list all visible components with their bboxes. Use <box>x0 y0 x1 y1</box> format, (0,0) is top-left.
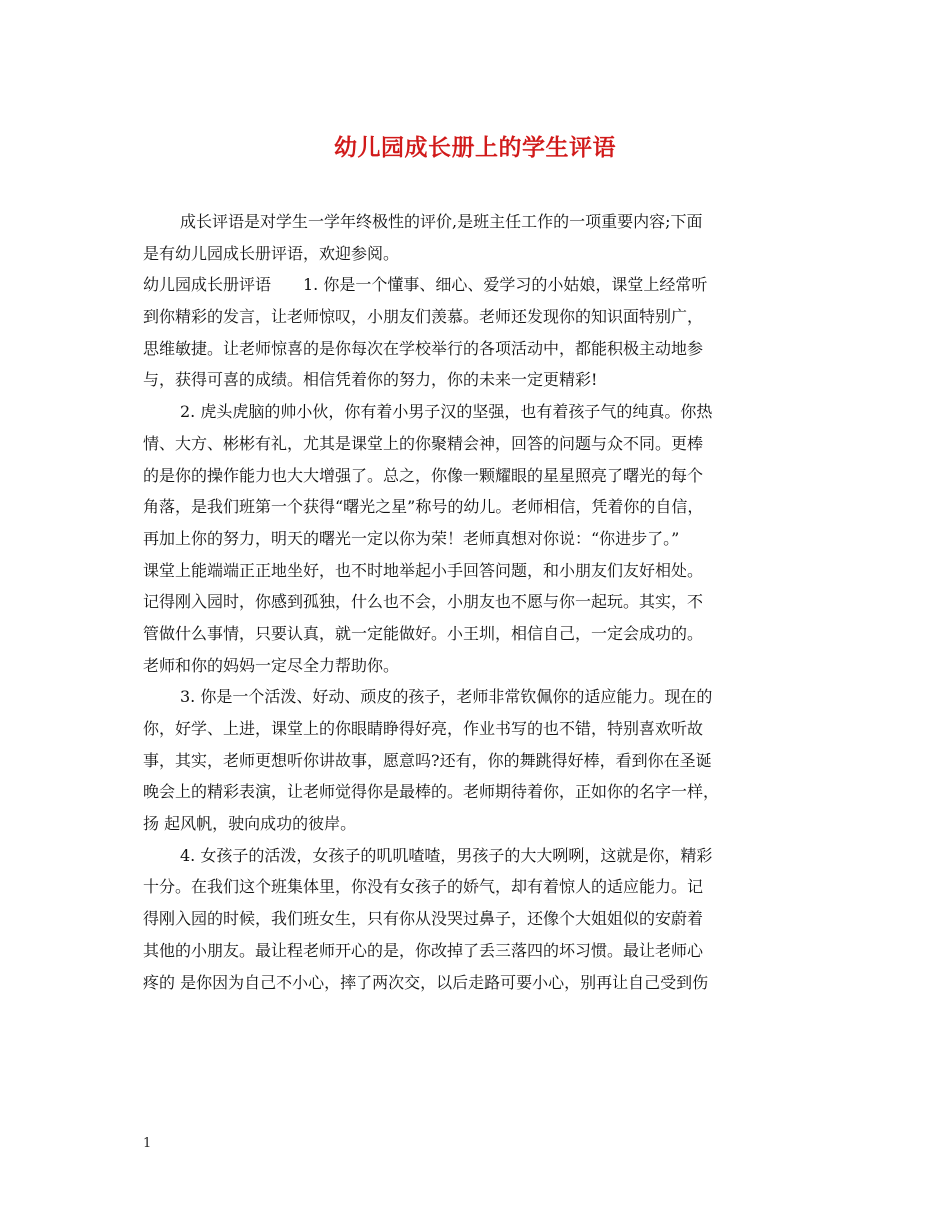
text-line: 成长评语是对学生一学年终极性的评价,是班主任工作的一项重要内容;下面 <box>180 212 703 231</box>
page-number: 1 <box>143 1136 152 1151</box>
text-line: 得刚入园的时候，我们班女生，只有你从没哭过鼻子，还像个大姐姐似的安蔚着 <box>143 909 704 929</box>
text-line: 管做什么事情，只要认真，就一定能做好。小王圳，相信自己，一定会成功的。 <box>143 623 704 643</box>
text-line: 到你精彩的发言，让老师惊叹，小朋友们羡慕。老师还发现你的知识面特别广， <box>143 307 704 327</box>
text-line: 2. 虎头虎脑的帅小伙，你有着小男子汉的坚强，也有着孩子气的纯真。你热 <box>180 402 713 422</box>
text-line: 再加上你的努力，明天的曙光一定以你为荣！老师真想对你说：“你进步了。” <box>143 528 680 548</box>
text-line: 幼儿园成长册评语 1. 你是一个懂事、细心、爱学习的小姑娘，课堂上经常听 <box>143 275 708 295</box>
text-line: 记得刚入园时，你感到孤独，什么也不会，小朋友也不愿与你一起玩。其实，不 <box>143 592 704 612</box>
text-line: 其他的小朋友。最让程老师开心的是，你改掉了丢三落四的坏习惯。最让老师心 <box>143 940 704 960</box>
text-line: 你，好学、上进，课堂上的你眼睛睁得好亮，作业书写的也不错，特别喜欢听故 <box>143 719 704 738</box>
text-line: 4. 女孩子的活泼，女孩子的叽叽喳喳，男孩子的大大咧咧，这就是你，精彩 <box>180 845 713 865</box>
text-line: 事，其实，老师更想听你讲故事，愿意吗?还有，你的舞跳得好棒，看到你在圣诞 <box>143 750 712 770</box>
text-line: 疼的 是你因为自己不小心，摔了两次交，以后走路可要小心，别再让自己受到伤 <box>143 972 709 992</box>
text-line: 思维敏捷。让老师惊喜的是你每次在学校举行的各项活动中，都能积极主动地参 <box>143 338 704 358</box>
text-line: 情、大方、彬彬有礼，尤其是课堂上的你聚精会神，回答的问题与众不同。更棒 <box>143 433 704 453</box>
text-line: 十分。在我们这个班集体里，你没有女孩子的娇气，却有着惊人的适应能力。记 <box>143 877 704 897</box>
text-line: 角落，是我们班第一个获得“曙光之星”称号的幼儿。老师相信，凭着你的自信， <box>143 497 704 517</box>
text-line: 与，获得可喜的成绩。相信凭着你的努力，你的未来一定更精彩! <box>143 370 598 390</box>
text-line: 3. 你是一个活泼、好动、顽皮的孩子，老师非常钦佩你的适应能力。现在的 <box>180 687 713 707</box>
text-line: 扬 起风帆，驶向成功的彼岸。 <box>143 814 357 834</box>
text-line: 老师和你的妈妈一定尽全力帮助你。 <box>143 655 400 675</box>
text-line: 的是你的操作能力也大大增强了。总之，你像一颗耀眼的星星照亮了曙光的每个 <box>143 465 704 485</box>
text-line: 课堂上能端端正正地坐好，也不时地举起小手回答问题，和小朋友们友好相处。 <box>143 560 704 580</box>
text-line: 是有幼儿园成长册评语，欢迎参阅。 <box>143 243 400 263</box>
document-title: 幼儿园成长册上的学生评语 <box>334 135 616 161</box>
document-body <box>143 206 813 998</box>
text-line: 晚会上的精彩表演，让老师觉得你是最棒的。老师期待着你，正如你的名字一样， <box>143 782 720 802</box>
